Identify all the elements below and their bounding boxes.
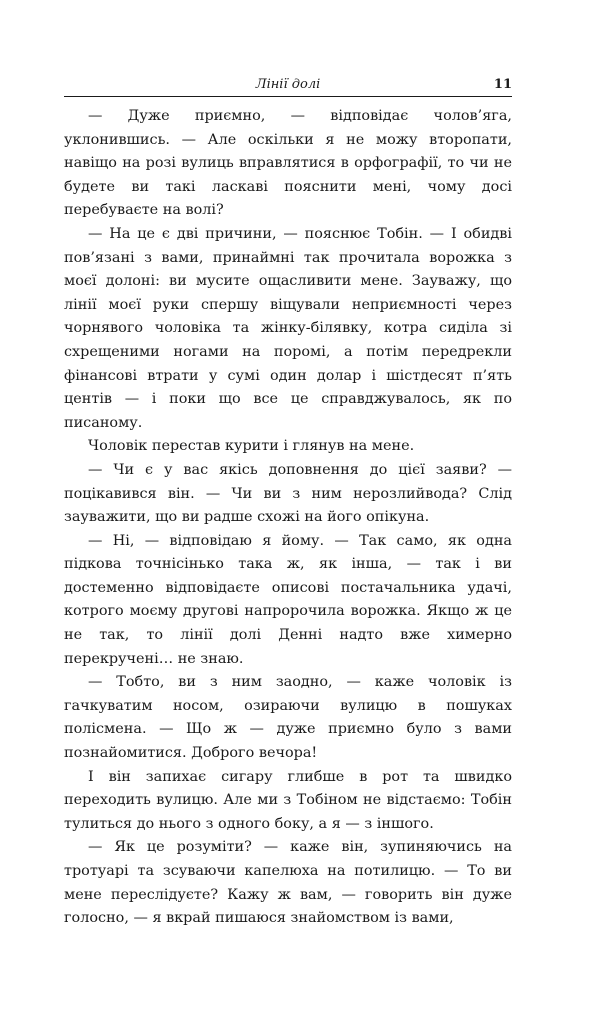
running-head — [64, 74, 512, 97]
paragraph: Чоловік перестав курити і глянув на мене. — [88, 438, 415, 455]
book-page — [64, 74, 512, 931]
paragraph: — Як це розуміти? — каже він, зупиняючись на тротуарі та зсуваючи капелюха на потилицю. — То ви мене переслідуєте? Кажу ж вам, — говорить він дуже голосно, — я вкрай пишаюся знайомством із вами, — [64, 839, 512, 927]
paragraph: — Чи є у вас якісь доповнення до цієї заяви? — поцікавився він. — Чи ви з ним нерозлийвода? Слід зауважити, що ви радше схожі на його опікуна. — [64, 461, 512, 526]
paragraph: І він запихає сигару глибше в рот та швидко переходить вулицю. Але ми з Тобіном не відстаємо: Тобін тулиться до нього з одного боку, а я — з іншого. — [64, 768, 512, 832]
paragraph: — Тобто, ви з ним заодно, — каже чоловік із гачкуватим носом, озираючи вулицю в пошуках полісмена. — Що ж — дуже приємно було з вами познайомитися. Доброго вечора! — [64, 674, 512, 762]
paragraph: — На це є дві причини, — пояснює Тобін. — І обидві пов’язані з вами, принаймні так прочитала ворожка з моєї долоні: ви мусите ощасливити мене. Зауважу, що лінії моєї руки спершу віщували неприємності через чорнявого чоловіка та жінку-білявку, котра сиділа зі схрещеними ногами на поромі, а потім передрекли фінансові втрати у сумі один долар і шістдесят п’ять центів — і поки що все це справджувалось, як по писаному. — [64, 225, 512, 431]
paragraph: — Ні, — відповідаю я йому. — Так само, як одна підкова точнісінько така ж, як інша, — так і ви достеменно відповідаєте описові постачальника удачі, котрого моєму другові напророчила ворожка. Якщо ж це не так, то лінії долі Денні надто вже химерно перекручені… не знаю. — [64, 532, 512, 667]
paragraph: — Дуже приємно, — відповідає чолов’яга, уклонившись. — Але оскільки я не можу второпати, навіщо на розі вулиць вправлятися в орфографії, то чи не будете ви такі ласкаві пояснити мені, чому досі перебуваєте на волі? — [64, 108, 512, 219]
body-text — [64, 105, 512, 931]
running-title: Лінії долі — [255, 77, 321, 92]
page-number: 11 — [493, 77, 512, 92]
